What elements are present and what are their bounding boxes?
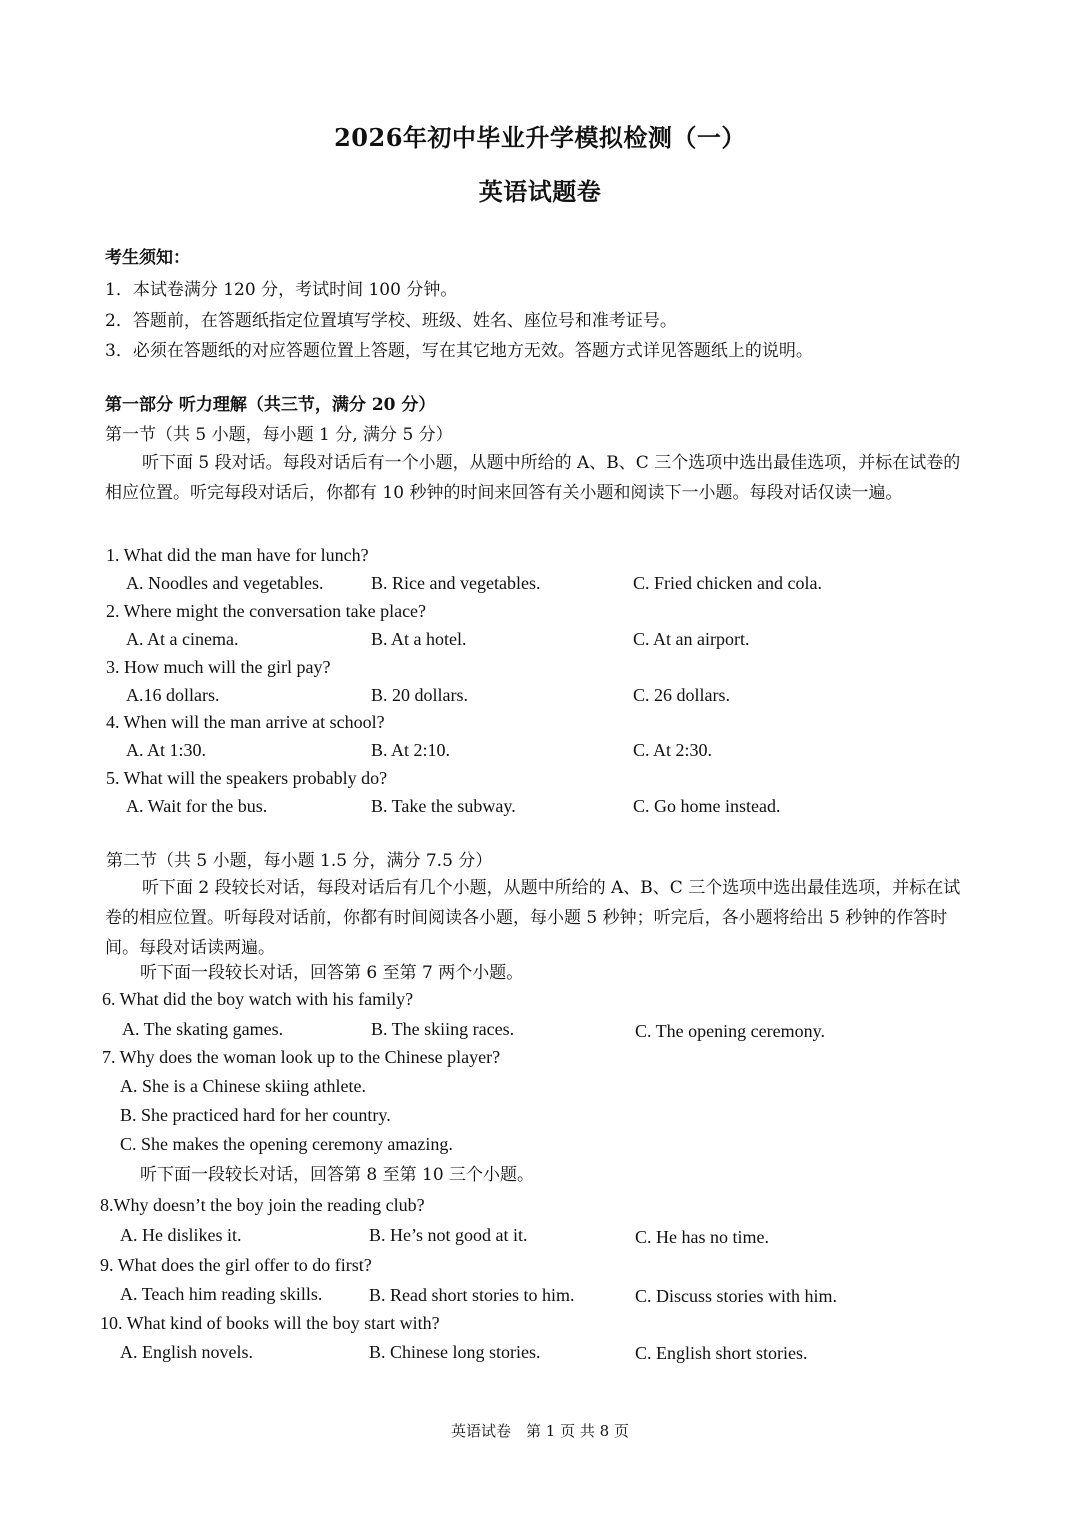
option-c: C. English short stories. [635, 1343, 808, 1363]
option-c: C. He has no time. [635, 1227, 769, 1247]
notice-item: 2．答题前，在答题纸指定位置填写学校、班级、姓名、座位号和准考证号。 [105, 311, 677, 331]
notice-item: 1．本试卷满分 120 分，考试时间 100 分钟。 [105, 280, 458, 300]
option-c: C. Fried chicken and cola. [633, 573, 822, 593]
option-c: C. Discuss stories with him. [635, 1286, 838, 1306]
section-instructions: 听下面 5 段对话。每段对话后有一个小题，从题中所给的 A、B、C 三个选项中选出最佳选项，并标在试卷的相应位置。听完每段对话后，你都有 10 秒钟的时间来回答有关小题和阅读下一小题。每段对话仅读一遍。 [105, 453, 961, 503]
question-stem: 1. What did the man have for lunch? [106, 545, 369, 565]
option-b: B. He’s not good at it. [369, 1225, 528, 1245]
option-b: B. The skiing races. [371, 1019, 515, 1039]
question-stem: 2. Where might the conversation take place? [106, 601, 427, 621]
question-stem: 9. What does the girl offer to do first? [100, 1255, 372, 1275]
question-stem: 5. What will the speakers probably do? [106, 768, 388, 788]
question-stem: 6. What did the boy watch with his family? [102, 989, 414, 1009]
question-stem: 8.Why doesn’t the boy join the reading club? [100, 1195, 425, 1215]
option-b: B. Chinese long stories. [369, 1342, 541, 1362]
exam-subtitle: 英语试题卷 [478, 177, 602, 206]
part-heading: 第一部分 听力理解（共三节，满分 20 分） [105, 395, 436, 415]
option-a: A. Noodles and vegetables. [126, 573, 324, 593]
option-b: B. Take the subway. [371, 796, 516, 816]
question-stem: 10. What kind of books will the boy start with? [100, 1313, 440, 1333]
option-a: A.16 dollars. [126, 685, 220, 705]
page-footer: 英语试卷 第 1 页 共 8 页 [451, 1422, 629, 1440]
section-heading: 第二节（共 5 小题，每小题 1.5 分，满分 7.5 分） [106, 851, 493, 871]
dialog-intro: 听下面一段较长对话，回答第 8 至第 10 三个小题。 [140, 1165, 535, 1185]
exam-title: 2026年初中毕业升学模拟检测（一） [334, 123, 746, 152]
option-a: A. Teach him reading skills. [120, 1284, 323, 1304]
option-a: A. English novels. [120, 1342, 253, 1362]
option-a: A. He dislikes it. [120, 1225, 242, 1245]
option-a: A. The skating games. [122, 1019, 284, 1039]
option-c: C. 26 dollars. [633, 685, 730, 705]
option-a: A. She is a Chinese skiing athlete. [120, 1076, 366, 1096]
question-stem: 4. When will the man arrive at school? [106, 712, 385, 732]
option-b: B. At a hotel. [371, 629, 467, 649]
option-c: C. At an airport. [633, 629, 750, 649]
option-b: B. She practiced hard for her country. [120, 1105, 391, 1125]
question-stem: 3. How much will the girl pay? [106, 657, 331, 677]
option-b: B. At 2:10. [371, 740, 451, 760]
section-instructions: 听下面 2 段较长对话，每段对话后有几个小题，从题中所给的 A、B、C 三个选项中选出最佳选项，并标在试卷的相应位置。听每段对话前，你都有时间阅读各小题，每小题 5 秒钟；听完后，各小题将给出 5 秒钟的作答时间。每段对话读两遍。 [105, 878, 961, 958]
option-c: C. The opening ceremony. [635, 1021, 825, 1041]
option-a: A. At 1:30. [126, 740, 207, 760]
option-b: B. 20 dollars. [371, 685, 468, 705]
option-a: A. Wait for the bus. [126, 796, 268, 816]
question-stem: 7. Why does the woman look up to the Chinese player? [102, 1047, 501, 1067]
dialog-intro: 听下面一段较长对话，回答第 6 至第 7 两个小题。 [140, 963, 524, 983]
option-c: C. She makes the opening ceremony amazing. [120, 1134, 453, 1154]
option-c: C. At 2:30. [633, 740, 713, 760]
option-b: B. Rice and vegetables. [371, 573, 541, 593]
option-a: A. At a cinema. [126, 629, 239, 649]
notice-item: 3．必须在答题纸的对应答题位置上答题，写在其它地方无效。答题方式详见答题纸上的说明。 [105, 341, 813, 361]
notice-heading: 考生须知： [105, 248, 190, 268]
section-heading: 第一节（共 5 小题，每小题 1 分, 满分 5 分） [105, 425, 453, 445]
option-c: C. Go home instead. [633, 796, 781, 816]
option-b: B. Read short stories to him. [369, 1285, 575, 1305]
